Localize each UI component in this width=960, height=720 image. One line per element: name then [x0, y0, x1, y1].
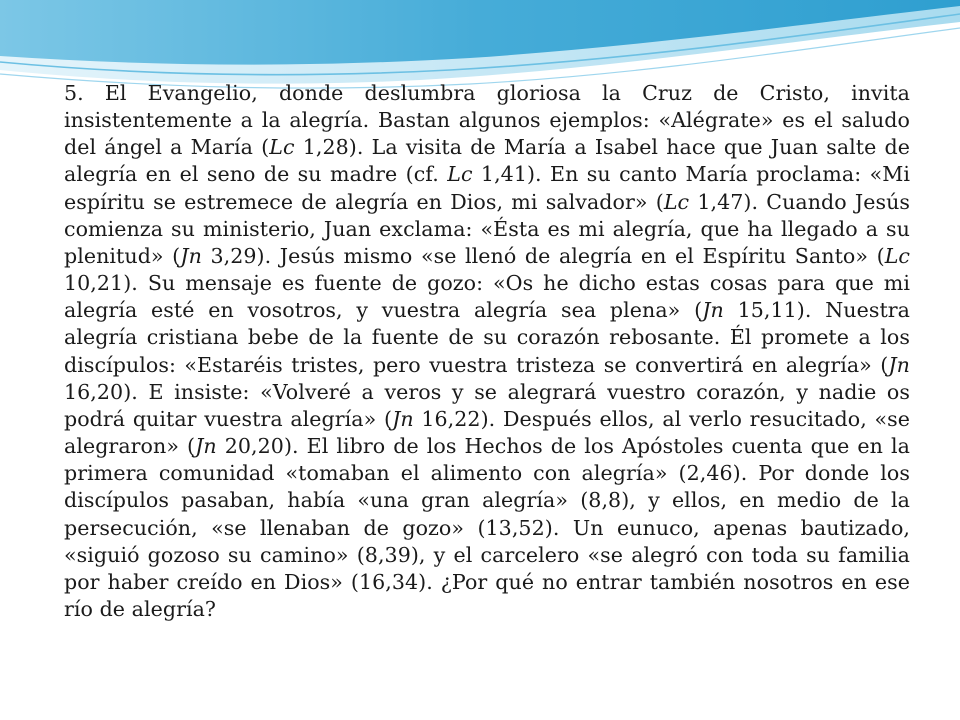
citation-abbrev: Lc — [663, 189, 690, 214]
text-segment: 1,41). En su canto María proclama: «Mi espíritu se estremece de alegría en Dios, mi salvador» ( — [64, 162, 911, 214]
text-segment: 16,20). E insiste: «Volveré a veros y se alegrará vuestro corazón, y nadie os podrá quitar vuestra alegría» ( — [64, 379, 910, 431]
citation-abbrev: Lc — [447, 162, 473, 187]
text-segment: 10,21). Su mensaje es fuente de gozo: «Os he dicho estas cosas para que mi alegría esté en vosotros, y vuestra alegría sea plena» ( — [64, 271, 910, 323]
text-segment: 1,28). La visita de María a Isabel hace que Juan salte de alegría en el seno de su madre (cf. — [64, 135, 910, 187]
body-paragraph — [64, 80, 910, 623]
citation-abbrev: Jn — [180, 243, 202, 268]
text-segment: 15,11). Nuestra alegría cristiana bebe de la fuente de su corazón rebosante. Él promete a los discípulos: «Estaréis tristes, pero vuestra tristeza se convertirá en alegría» ( — [64, 298, 910, 377]
citation-abbrev: Jn — [702, 298, 724, 323]
text-segment: 5. El Evangelio, donde deslumbra gloriosa la Cruz de Cristo, invita insistentemente a la alegría. Bastan algunos ejemplos: «Alégrate» es el saludo del ángel a María ( — [64, 81, 910, 160]
text-segment: 3,29). Jesús mismo «se llenó de alegría en el Espíritu Santo» ( — [201, 243, 885, 268]
citation-abbrev: Jn — [392, 406, 414, 431]
citation-abbrev: Jn — [195, 434, 217, 459]
citation-abbrev: Lc — [884, 243, 910, 268]
text-segment: 20,20). El libro de los Hechos de los Apóstoles cuenta que en la primera comunidad «tomaban el alimento con alegría» (2,46). Por donde los discípulos pasaban, había «una gran alegría» (8,8), y ellos, en medio de la persecución, «se llenaban de gozo» (13,52). Un eunuco, apenas bautizado, «siguió gozoso su camino» (8,39), y el carcelero «se alegró con toda su familia por haber creído en Dios» (16,34). ¿Por qué no entrar también nosotros en ese río de alegría? — [64, 434, 910, 621]
citation-abbrev: Jn — [888, 352, 910, 377]
citation-abbrev: Lc — [269, 135, 295, 160]
text-segment: 1,47). Cuando Jesús comienza su ministerio, Juan exclama: «Ésta es mi alegría, que ha llegado a su plenitud» ( — [64, 189, 910, 268]
text-segment: 16,22). Después ellos, al verlo resucitado, «se alegraron» ( — [64, 406, 910, 459]
